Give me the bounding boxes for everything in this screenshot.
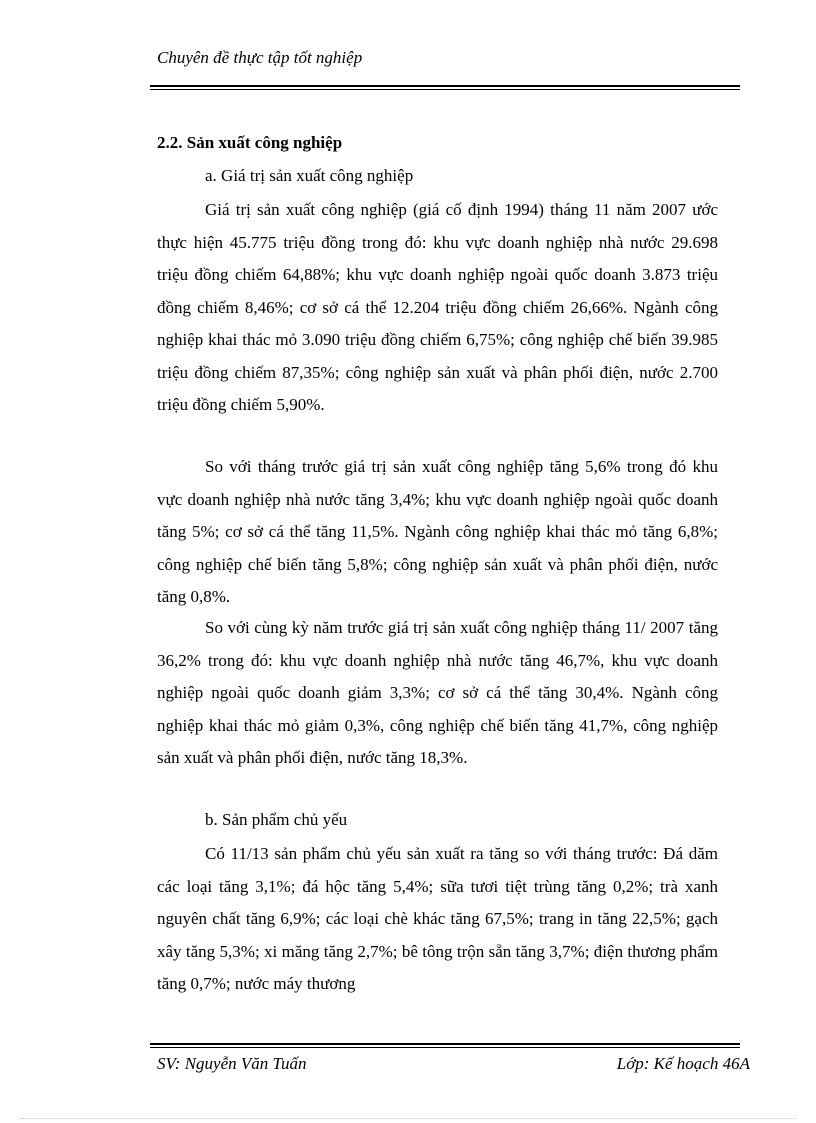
page-bottom-dotted-line <box>20 1118 796 1119</box>
paragraph-4: Có 11/13 sản phẩm chủ yếu sản xuất ra tăng so với tháng trước: Đá dăm các loại tăng 3,1%; đá hộc tăng 5,4%; sữa tươi tiệt trùng tăng 0,2%; trà xanh nguyên chất tăng 6,9%; các loại chè khác tăng 67,5%; trang in tăng 22,5%; gạch xây tăng 5,3%; xi măng tăng 2,7%; bê tông trộn sẵn tăng 3,7%; điện thương phẩm tăng 0,7%; nước máy thương <box>157 844 718 993</box>
header-divider <box>150 85 740 90</box>
footer-student-name: SV: Nguyễn Văn Tuấn <box>157 1054 307 1073</box>
paragraph-1: Giá trị sản xuất công nghiệp (giá cố định 1994) tháng 11 năm 2007 ước thực hiện 45.775 triệu đồng trong đó: khu vực doanh nghiệp nhà nước 29.698 triệu đồng chiếm 64,88%; khu vực doanh nghiệp ngoài quốc doanh 3.873 triệu đồng chiếm 8,46%; cơ sở cá thể 12.204 triệu đồng chiếm 26,66%. Ngành công nghiệp khai thác mỏ 3.090 triệu đồng chiếm 6,75%; công nghiệp chế biến 39.985 triệu đồng chiếm 87,35%; công nghiệp sản xuất và phân phối điện, nước 2.700 triệu đồng chiếm 5,90%. <box>157 200 718 414</box>
footer-class-name: Lớp: Kế hoạch 46A <box>616 1054 750 1073</box>
subheading-b: b. Sản phẩm chủ yếu <box>205 810 348 829</box>
subheading-a: a. Giá trị sản xuất công nghiệp <box>205 166 414 185</box>
paragraph-2: So với tháng trước giá trị sản xuất công nghiệp tăng 5,6% trong đó khu vực doanh nghiệp nhà nước tăng 3,4%; khu vực doanh nghiệp ngoài quốc doanh tăng 5%; cơ sở cá thể tăng 11,5%. Ngành công nghiệp khai thác mỏ tăng 6,8%; công nghiệp chế biến tăng 5,8%; công nghiệp sản xuất và phân phối điện, nước tăng 0,8%. <box>157 457 718 606</box>
footer-divider <box>150 1043 740 1048</box>
paragraph-3: So với cùng kỳ năm trước giá trị sản xuất công nghiệp tháng 11/ 2007 tăng 36,2% trong đó: khu vực doanh nghiệp nhà nước tăng 46,7%, khu vực doanh nghiệp ngoài quốc doanh giảm 3,3%; cơ sở cá thể tăng 30,4%. Ngành công nghiệp khai thác mỏ giảm 0,3%, công nghiệp chế biến tăng 41,7%, công nghiệp sản xuất và phân phối điện, nước tăng 18,3%. <box>157 618 718 767</box>
page-header-title: Chuyên đề thực tập tốt nghiệp <box>157 48 363 67</box>
section-heading: 2.2. Sản xuất công nghiệp <box>157 133 343 152</box>
